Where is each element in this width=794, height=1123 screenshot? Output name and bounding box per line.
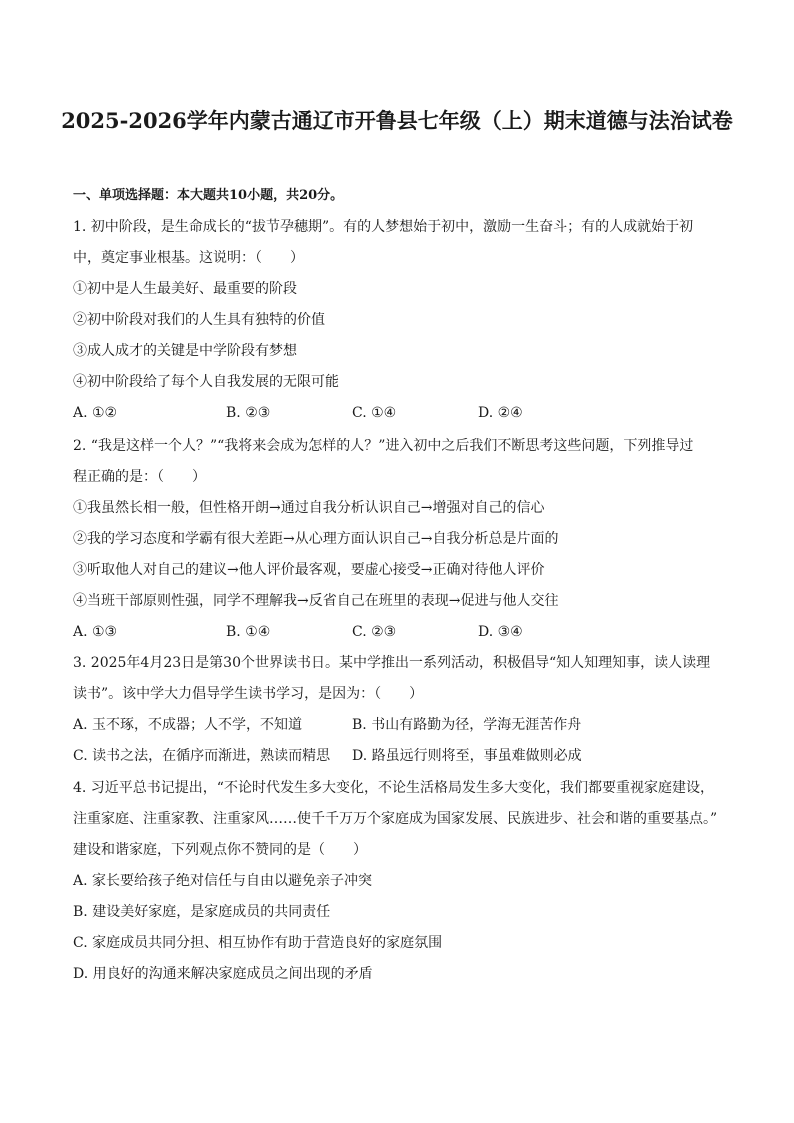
question-3-option-c: C. 读书之法，在循序而渐进，熟读而精思 — [73, 748, 331, 764]
question-3-option-a: A. 玉不琢，不成器；人不学，不知道 — [73, 717, 303, 733]
question-3-option-b: B. 书山有路勤为径，学海无涯苦作舟 — [352, 717, 582, 733]
question-4-stem-line-3: 建设和谐家庭，下列观点你不赞同的是（ ） — [73, 842, 367, 858]
question-2-option-c: C. ②③ — [352, 624, 397, 640]
section-heading: 一、单项选择题：本大题共10小题，共20分。 — [73, 188, 344, 203]
question-2-statement-2: ②我的学习态度和学霸有很大差距→从心理方面认识自己→自我分析总是片面的 — [73, 531, 559, 547]
question-2-statement-3: ③听取他人对自己的建议→他人评价最客观，要虚心接受→正确对待他人评价 — [73, 562, 545, 578]
question-2-statement-1: ①我虽然长相一般，但性格开朗→通过自我分析认识自己→增强对自己的信心 — [73, 500, 545, 516]
question-1-stem-line-1: 1. 初中阶段，是生命成长的“拔节孕穗期”。有的人梦想始于初中，激励一生奋斗；有的人成就始于初 — [73, 219, 694, 235]
question-2-option-d: D. ③④ — [478, 624, 523, 640]
question-1-stem-line-2: 中，奠定事业根基。这说明：（ ） — [73, 250, 304, 266]
question-2-stem-line-1: 2. “我是这样一个人？”“我将来会成为怎样的人？”进入初中之后我们不断思考这些问题，下列推导过 — [73, 438, 694, 454]
question-4-option-b: B. 建设美好家庭，是家庭成员的共同责任 — [73, 904, 331, 920]
question-1-option-d: D. ②④ — [478, 405, 523, 421]
question-3-stem-line-2: 读书”。该中学大力倡导学生读书学习，是因为：（ ） — [73, 686, 424, 702]
question-2-statement-4: ④当班干部原则性强，同学不理解我→反省自己在班里的表现→促进与他人交往 — [73, 593, 559, 609]
question-1-statement-3: ③成人成才的关键是中学阶段有梦想 — [73, 343, 297, 359]
question-4-option-d: D. 用良好的沟通来解决家庭成员之间出现的矛盾 — [73, 966, 373, 982]
question-4-stem-line-2: 注重家庭、注重家教、注重家风……使千千万万个家庭成为国家发展、民族进步、社会和谐的重要基点。” — [73, 811, 718, 827]
question-3-option-d: D. 路虽远行则将至，事虽难做则必成 — [352, 748, 582, 764]
question-1-option-b: B. ②③ — [226, 405, 271, 421]
question-2-stem-line-2: 程正确的是：（ ） — [73, 469, 206, 485]
question-4-stem-line-1: 4. 习近平总书记提出，“不论时代发生多大变化，不论生活格局发生多大变化，我们都要重视家庭建设， — [73, 780, 714, 796]
question-3-stem-line-1: 3. 2025年4月23日是第30个世界读书日。某中学推出一系列活动，积极倡导“知人知理知事，读人读理 — [73, 655, 711, 671]
question-1-option-a: A. ①② — [73, 405, 118, 421]
question-2-option-b: B. ①④ — [226, 624, 271, 640]
question-2-option-a: A. ①③ — [73, 624, 118, 640]
question-1-statement-2: ②初中阶段对我们的人生具有独特的价值 — [73, 312, 325, 328]
question-4-option-a: A. 家长要给孩子绝对信任与自由以避免亲子冲突 — [73, 873, 373, 889]
question-1-statement-1: ①初中是人生最美好、最重要的阶段 — [73, 281, 297, 297]
question-1-statement-4: ④初中阶段给了每个人自我发展的无限可能 — [73, 374, 339, 390]
question-1-option-c: C. ①④ — [352, 405, 397, 421]
page-title: 2025-2026学年内蒙古通辽市开鲁县七年级（上）期末道德与法治试卷 — [61, 108, 733, 133]
question-4-option-c: C. 家庭成员共同分担、相互协作有助于营造良好的家庭氛围 — [73, 935, 443, 951]
